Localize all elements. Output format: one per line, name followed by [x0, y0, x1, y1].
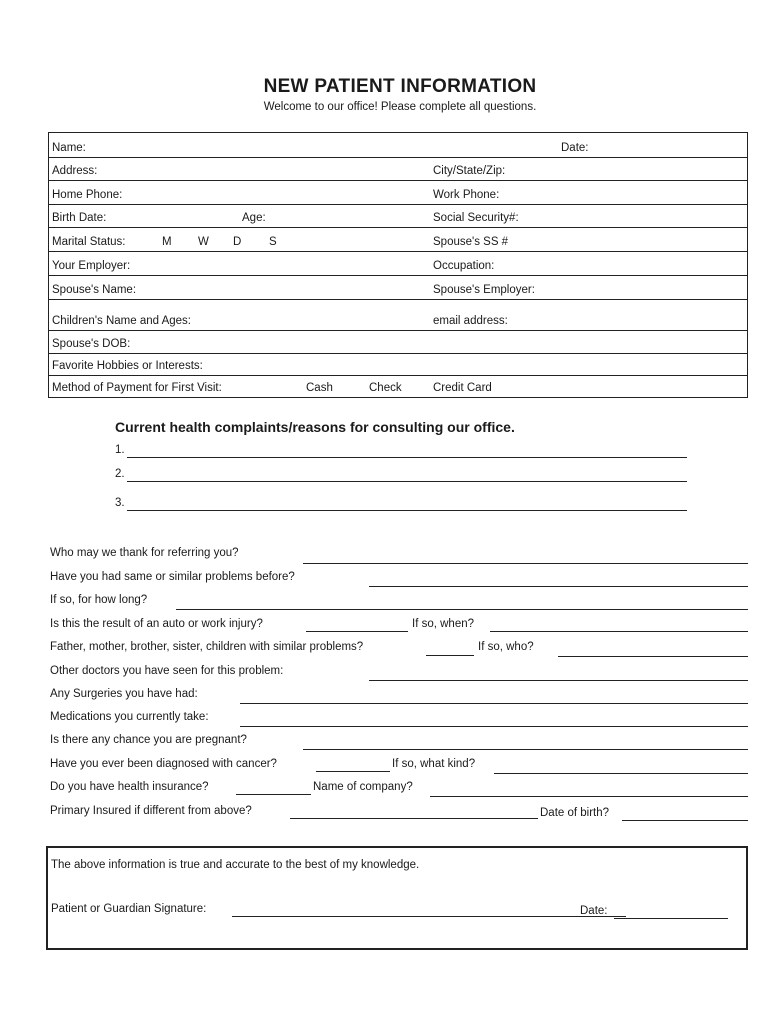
- employer-label: Your Employer:: [52, 260, 131, 272]
- payment-check-option[interactable]: Check: [369, 382, 402, 394]
- family-who-question: If so, who?: [478, 641, 534, 653]
- table-row: [49, 180, 747, 205]
- patient-info-table: [48, 132, 748, 398]
- table-row: [49, 227, 747, 252]
- referral-answer-line[interactable]: [303, 563, 748, 564]
- home-phone-label: Home Phone:: [52, 189, 123, 201]
- marital-option-d[interactable]: D: [233, 236, 242, 248]
- table-row: [49, 353, 747, 376]
- family-answer-line[interactable]: [426, 655, 474, 656]
- primary-insured-question: Primary Insured if different from above?: [50, 805, 252, 817]
- spouse-employer-label: Spouse's Employer:: [433, 284, 535, 296]
- marital-option-s[interactable]: S: [269, 236, 277, 248]
- family-question: Father, mother, brother, sister, children with similar problems?: [50, 641, 364, 653]
- pregnant-question: Is there any chance you are pregnant?: [50, 734, 247, 746]
- medications-answer-line[interactable]: [240, 726, 748, 727]
- insurance-answer-line[interactable]: [236, 794, 311, 795]
- payment-credit-card-option[interactable]: Credit Card: [433, 382, 492, 394]
- date-label: Date:: [561, 142, 589, 154]
- signature-date-line[interactable]: [614, 918, 728, 919]
- marital-option-w[interactable]: W: [198, 236, 209, 248]
- injury-when-answer-line[interactable]: [490, 631, 748, 632]
- surgeries-answer-line[interactable]: [240, 703, 748, 704]
- name-label: Name:: [52, 142, 86, 154]
- insurance-question: Do you have health insurance?: [50, 781, 209, 793]
- signature-line[interactable]: [232, 916, 626, 917]
- cancer-question: Have you ever been diagnosed with cancer?: [50, 758, 277, 770]
- table-row: [49, 133, 747, 158]
- children-label: Children's Name and Ages:: [52, 315, 191, 327]
- signature-date-label: Date:: [580, 905, 608, 917]
- dob-answer-line[interactable]: [622, 820, 748, 821]
- occupation-label: Occupation:: [433, 260, 495, 272]
- table-row: [49, 375, 747, 397]
- complaint-number-2: 2.: [115, 468, 125, 480]
- table-row: [49, 157, 747, 181]
- similar-problems-question: Have you had same or similar problems before?: [50, 571, 295, 583]
- how-long-answer-line[interactable]: [176, 609, 748, 610]
- primary-insured-answer-line[interactable]: [290, 818, 538, 819]
- company-question: Name of company?: [313, 781, 413, 793]
- table-row: [49, 251, 747, 276]
- pregnant-answer-line[interactable]: [303, 749, 748, 750]
- age-label: Age:: [242, 212, 266, 224]
- spouse-ss-label: Spouse's SS #: [433, 236, 509, 248]
- address-label: Address:: [52, 165, 98, 177]
- similar-problems-answer-line[interactable]: [369, 586, 748, 587]
- complaint-line-1[interactable]: [127, 457, 687, 458]
- hobbies-label: Favorite Hobbies or Interests:: [52, 360, 203, 372]
- cancer-kind-answer-line[interactable]: [494, 773, 748, 774]
- spouse-dob-label: Spouse's DOB:: [52, 338, 131, 350]
- cancer-answer-line[interactable]: [316, 771, 390, 772]
- cancer-kind-question: If so, what kind?: [392, 758, 476, 770]
- work-phone-label: Work Phone:: [433, 189, 500, 201]
- ssn-label: Social Security#:: [433, 212, 519, 224]
- complaint-line-2[interactable]: [127, 481, 687, 482]
- city-state-zip-label: City/State/Zip:: [433, 165, 506, 177]
- complaints-heading: Current health complaints/reasons for consulting our office.: [115, 419, 515, 435]
- complaint-number-1: 1.: [115, 444, 125, 456]
- signature-box: [46, 846, 748, 950]
- complaint-line-3[interactable]: [127, 510, 687, 511]
- injury-answer-line[interactable]: [306, 631, 408, 632]
- email-label: email address:: [433, 315, 508, 327]
- table-row: [49, 330, 747, 354]
- birth-date-label: Birth Date:: [52, 212, 107, 224]
- other-doctors-answer-line[interactable]: [369, 680, 748, 681]
- payment-cash-option[interactable]: Cash: [306, 382, 333, 394]
- spouse-name-label: Spouse's Name:: [52, 284, 137, 296]
- table-row: [49, 299, 747, 331]
- form-title: NEW PATIENT INFORMATION: [263, 76, 537, 97]
- referral-question: Who may we thank for referring you?: [50, 547, 239, 559]
- table-row: [49, 275, 747, 300]
- family-who-answer-line[interactable]: [558, 656, 748, 657]
- signature-label: Patient or Guardian Signature:: [51, 903, 207, 915]
- marital-option-m[interactable]: M: [162, 236, 172, 248]
- other-doctors-question: Other doctors you have seen for this problem:: [50, 665, 284, 677]
- complaint-number-3: 3.: [115, 497, 125, 509]
- payment-method-label: Method of Payment for First Visit:: [52, 382, 222, 394]
- form-subtitle: Welcome to our office! Please complete all questions.: [263, 101, 537, 113]
- marital-status-label: Marital Status:: [52, 236, 126, 248]
- table-row: [49, 204, 747, 228]
- how-long-question: If so, for how long?: [50, 594, 148, 606]
- dob-question: Date of birth?: [540, 807, 610, 819]
- certification-statement: The above information is true and accurate to the best of my knowledge.: [51, 859, 420, 871]
- injury-question: Is this the result of an auto or work injury?: [50, 618, 263, 630]
- medications-question: Medications you currently take:: [50, 711, 209, 723]
- surgeries-question: Any Surgeries you have had:: [50, 688, 198, 700]
- company-answer-line[interactable]: [430, 796, 748, 797]
- injury-when-question: If so, when?: [412, 618, 475, 630]
